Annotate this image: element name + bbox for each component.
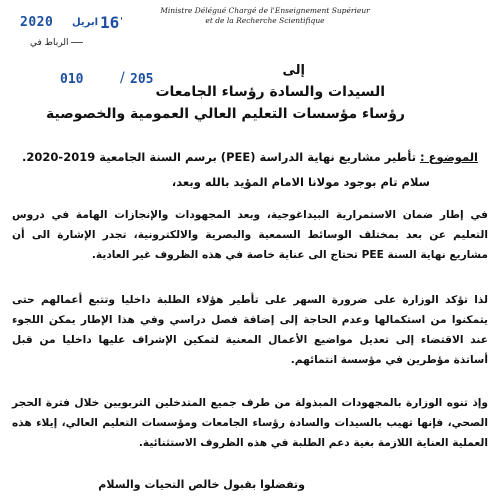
date-stamp-day: 16 [100, 13, 120, 32]
paragraph-1: في إطار ضمان الاستمرارية البيداغوجية، وبعد المجهودات والإنجازات الهامة في دروس التعليم عن بعد بمختلف الوسائط السمعية والبصرية والالكترونية، تجدر الإشارة الى أن مشاريع نهاية السنة PEE تحتاج الى عناية خاصة في هذه الظروف غير العادية. [12, 209, 488, 261]
subject-text: تأطير مشاريع نهاية الدراسة (PEE) برسم السنة الجامعية 2019-2020. [22, 150, 417, 164]
ministry-line-1: Ministre Délégué Chargé de l'Enseignement Supérieur [160, 6, 370, 15]
date-stamp [8, 12, 138, 34]
date-stamp-mark: ' [120, 15, 124, 28]
place-label: الرباط في [30, 38, 69, 48]
recipient-line-1: السيدات والسادة رؤساء الجامعات [155, 84, 385, 100]
closing-line: وتفضلوا بقبول خالص التحيات والسلام [98, 478, 305, 491]
subject-line [22, 150, 478, 164]
greeting: سلام تام بوجود مولانا الامام المؤيد بالله وبعد، [171, 175, 430, 189]
ministry-header [130, 3, 400, 26]
paragraph-2: لذا تؤكد الوزارة على ضرورة السهر على تأطير هؤلاء الطلبة داخليا وتتبع أعمالهم حتى يتمكنوا من استكمالها وعدم الحاجة إلى إضافة فصل دراسي وفي هذا الإطار يمكن اللجوء عند الاقتضاء إلى تعديل مواضيع الأعمال المعنية لتمكين الإشراف عليها داخليا من قبل أساتذة مؤطرين في مؤسسة انتمائهم. [12, 294, 488, 366]
place-line [30, 38, 83, 48]
recipient-to: إلى [282, 63, 305, 78]
date-stamp-month: ابريل [72, 17, 99, 28]
recipient-line-2: رؤساء مؤسسات التعليم العالي العمومية والخصوصية [46, 106, 405, 122]
ministry-line-2: et de la Recherche Scientifique [205, 16, 325, 25]
reference-stamp-separator: / [120, 70, 125, 86]
subject-label: الموضوع : [420, 150, 478, 164]
paragraph-3: وإذ تنوه الوزارة بالمجهودات المبذولة من طرف جميع المتدخلين التربويين خلال فترة الحجر الصحي، فإنها تهيب بالسيدات والسادة رؤساء الجامعات ومؤسسات التعليم العالي، إيلاء هذه العملية العناية اللازمة بغية دعم الطلبة في هذه الظروف الاستثنائية. [12, 397, 488, 449]
reference-stamp-right: 205 [130, 72, 154, 87]
place-underline [71, 42, 83, 43]
date-stamp-year: 2020 [20, 15, 54, 30]
reference-stamp-left: 010 [60, 72, 84, 87]
